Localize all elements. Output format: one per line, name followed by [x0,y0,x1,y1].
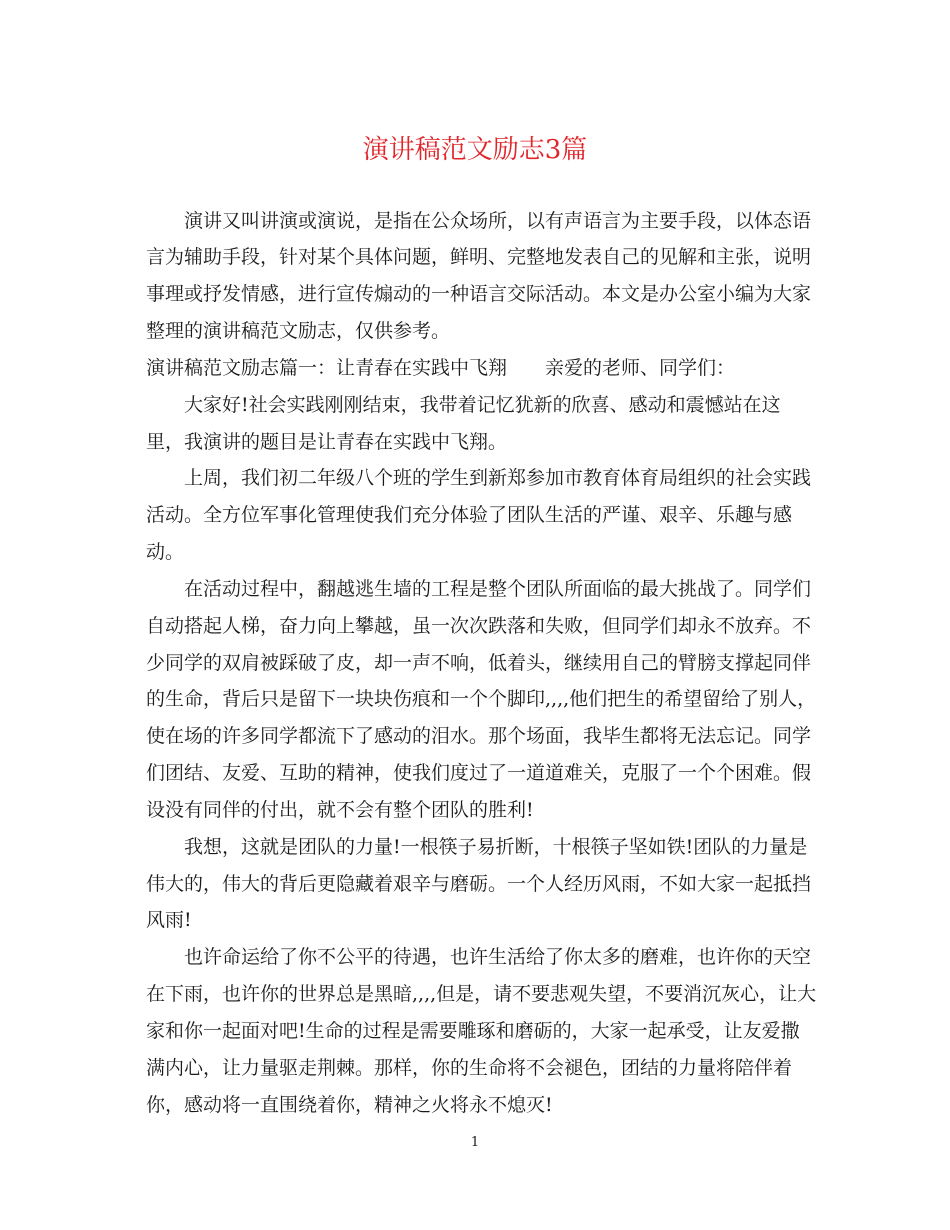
text-line: 伟大的，伟大的背后更隐藏着艰辛与磨砺。一个人经历风雨，不如大家一起抵挡 [146,873,812,895]
text-line: 使在场的许多同学都流下了感动的泪水。那个场面，我毕生都将无法忘记。同学 [146,725,812,747]
text-line: 你，感动将一直围绕着你，精神之火将永不熄灭! [146,1094,553,1116]
text-line: 活动。全方位军事化管理使我们充分体验了团队生活的严谨、艰辛、乐趣与感 [146,504,793,526]
text-line: 们团结、友爱、互助的精神，使我们度过了一道道难关，克服了一个个困难。假 [146,762,812,784]
text-line: 自动搭起人梯，奋力向上攀越，虽一次次跌落和失败，但同学们却永不放弃。不 [146,615,812,637]
text-line: 也许命运给了你不公平的待遇，也许生活给了你太多的磨难，也许你的天空 [146,946,812,968]
text-line: 大家好!社会实践刚刚结束，我带着记忆犹新的欣喜、感动和震憾站在这 [146,394,781,416]
text-line: 动。 [146,541,185,563]
text-line: 在下雨，也许你的世界总是黑暗,,,,但是，请不要悲观失望，不要消沉灰心，让大 [146,983,817,1005]
text-line: 的生命，背后只是留下一块块伤痕和一个个脚印,,,,他们把生的希望留给了别人， [146,688,817,710]
text-line: 在活动过程中，翻越逃生墙的工程是整个团队所面临的最大挑战了。同学们 [146,578,812,600]
text-line: 言为辅助手段，针对某个具体问题，鲜明、完整地发表自己的见解和主张，说明 [146,246,812,268]
section-heading-line: 演讲稿范文励志篇一：让青春在实践中飞翔 亲爱的老师、同学们： [146,357,736,379]
text-line: 里，我演讲的题目是让青春在实践中飞翔。 [146,431,508,453]
text-line: 少同学的双肩被踩破了皮，却一声不响，低着头，继续用自己的臂膀支撑起同伴 [146,652,812,674]
text-line: 满内心，让力量驱走荆棘。那样，你的生命将不会褪色，团结的力量将陪伴着 [146,1057,793,1079]
text-line: 演讲又叫讲演或演说，是指在公众场所，以有声语言为主要手段，以体态语 [146,210,812,232]
text-line: 事理或抒发情感，进行宣传煽动的一种语言交际活动。本文是办公室小编为大家 [146,283,812,305]
document-title: 演讲稿范文励志3篇 [362,135,588,165]
page-number: 1 [470,1135,480,1150]
text-line: 整理的演讲稿范文励志，仅供参考。 [146,320,451,342]
text-line: 我想，这就是团队的力量!一根筷子易折断，十根筷子坚如铁!团队的力量是 [146,836,808,858]
text-line: 设没有同伴的付出，就不会有整个团队的胜利! [146,799,534,821]
text-line: 风雨! [146,909,192,931]
text-line: 家和你一起面对吧!生命的过程是需要雕琢和磨砺的，大家一起承受，让友爱撒 [146,1020,800,1042]
text-line: 上周，我们初二年级八个班的学生到新郑参加市教育体育局组织的社会实践 [146,467,812,489]
